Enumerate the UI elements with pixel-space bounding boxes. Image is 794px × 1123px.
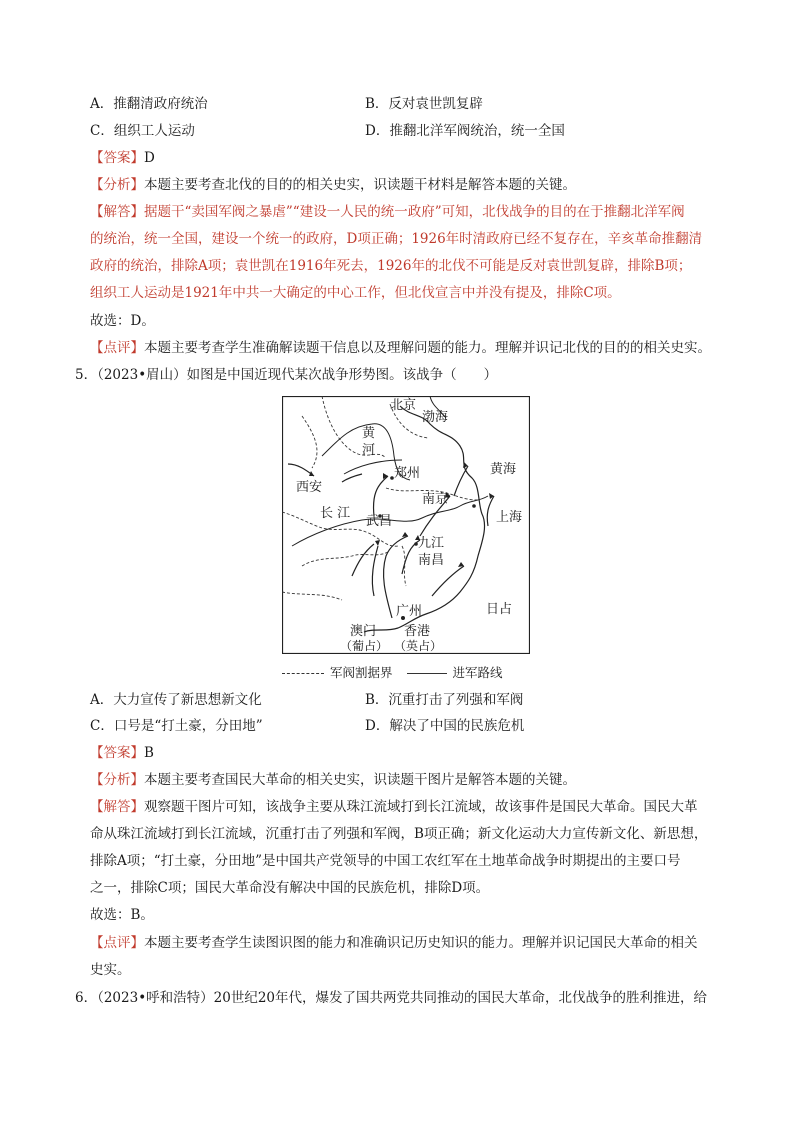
q5-solution-line-4: 之一，排除C项；国民大革命没有解决中国的民族危机，排除D项。 — [90, 880, 490, 896]
q5-conclusion: 故选：B。 — [90, 907, 154, 923]
q5-option-a: A．大力宣传了新思想新文化 — [90, 692, 262, 708]
q4-answer — [90, 150, 155, 166]
q5-solution-line-2: 命从珠江流域打到长江流域，沉重打击了列强和军阀，B项正确；新文化运动大力宣传新文化、新思想， — [90, 826, 708, 842]
map-label-huanghai: 黄海 — [490, 462, 517, 477]
map-label-guangzhou: 广州 — [396, 604, 423, 619]
map-label-xian: 西安 — [296, 480, 323, 495]
map-label-puzhan: （葡占） — [340, 639, 389, 653]
answer-value: B — [144, 745, 154, 761]
answer-tag: 【答案】 — [90, 745, 144, 761]
map-label-changjiang: 长 江 — [320, 506, 351, 521]
analysis-tag: 【分析】 — [90, 177, 144, 193]
map-label-xianggang: 香港 — [404, 624, 431, 639]
q5-option-c: C．口号是“打土豪，分田地” — [90, 718, 263, 734]
comment-text: 本题主要考查学生读图识图的能力和准确识记历史知识的能力。理解并识记国民大革命的相关 — [144, 935, 698, 951]
comment-tag: 【点评】 — [90, 340, 144, 356]
solution-tag: 【解答】 — [90, 204, 144, 220]
war-situation-map — [282, 396, 530, 654]
map-label-nanchang: 南昌 — [418, 553, 445, 568]
answer-tag: 【答案】 — [90, 150, 144, 166]
comment-tag: 【点评】 — [90, 935, 144, 951]
solution-tag: 【解答】 — [90, 799, 144, 815]
map-label-rizhan: 日占 — [486, 602, 513, 617]
q4-solution-line-2: 的统治，统一全国，建设一个统一的政府，D项正确；1926年时清政府已经不复存在，辛亥革命推翻清 — [90, 231, 703, 247]
map-label-huanghe-1: 黄 — [362, 426, 376, 441]
q4-solution-line-3: 政府的统治，排除A项；袁世凯在1916年死去，1926年的北伐不可能是反对袁世凯复辟，排除B项； — [90, 258, 692, 274]
q4-option-d: D．推翻北洋军阀统治，统一全国 — [365, 123, 565, 139]
map-label-aomen: 澳门 — [350, 624, 377, 639]
map-label-nanjing: 南京 — [422, 492, 449, 507]
q4-solution-line-1 — [90, 204, 685, 220]
boundary-legend-line — [282, 673, 324, 674]
q5-option-d: D．解决了中国的民族危机 — [365, 718, 525, 734]
analysis-tag: 【分析】 — [90, 772, 144, 788]
q4-option-c: C．组织工人运动 — [90, 123, 195, 139]
map-label-bohai: 渤海 — [422, 410, 449, 425]
q5-comment — [90, 935, 698, 951]
map-label-huanghe-2: 河 — [362, 443, 376, 458]
solution-text: 观察题干图片可知，该战争主要从珠江流域打到长江流域，故该事件是国民大革命。国民大革 — [144, 799, 698, 815]
analysis-text: 本题主要考查国民大革命的相关史实，识读题干图片是解答本题的关键。 — [144, 772, 576, 788]
q5-solution-line-3: 排除A项；“打土豪，分田地”是中国共产党领导的中国工农红军在土地革命战争时期提出的主要口号 — [90, 853, 681, 869]
map-label-zhengzhou: 郑州 — [394, 466, 421, 481]
q5-analysis — [90, 772, 576, 788]
map-label-jiujiang: 九江 — [418, 536, 445, 551]
q5-comment-line-2: 史实。 — [90, 962, 131, 978]
map-legend — [282, 663, 503, 681]
legend-boundary-label: 军阀割据界 — [330, 665, 393, 680]
map-label-beijing: 北京 — [390, 398, 417, 413]
q4-solution-line-4: 组织工人运动是1921年中共一大确定的中心工作，但北伐宣言中并没有提及，排除C项。 — [90, 285, 621, 301]
map-label-yingzhan: （英占） — [394, 639, 443, 653]
answer-value: D — [144, 150, 155, 166]
q4-option-a: A．推翻清政府统治 — [90, 96, 208, 112]
analysis-text: 本题主要考查北伐的目的的相关史实，识读题干材料是解答本题的关键。 — [144, 177, 576, 193]
map-label-wuchang: 武昌 — [366, 514, 393, 529]
q5-stem: 5．（2023•眉山）如图是中国近现代某次战争形势图。该战争（ ） — [75, 367, 498, 383]
q4-analysis — [90, 177, 576, 193]
map-label-shanghai: 上海 — [496, 510, 523, 525]
route-legend-line — [407, 673, 447, 674]
q4-option-b: B．反对袁世凯复辟 — [365, 96, 483, 112]
q4-comment — [90, 340, 711, 356]
q5-solution-line-1 — [90, 799, 698, 815]
q6-stem: 6．（2023•呼和浩特）20世纪20年代，爆发了国共两党共同推动的国民大革命，北伐战争的胜利推进，给 — [75, 990, 708, 1006]
q5-option-b: B．沉重打击了列强和军阀 — [365, 692, 524, 708]
legend-route-label: 进军路线 — [452, 665, 503, 680]
comment-text: 本题主要考查学生准确解读题干信息以及理解问题的能力。理解并识记北伐的目的的相关史实。 — [144, 340, 711, 356]
q4-conclusion: 故选：D。 — [90, 313, 155, 329]
q5-answer — [90, 745, 154, 761]
solution-text: 据题干“卖国军阀之暴虐”“建设一人民的统一政府”可知，北伐战争的目的在于推翻北洋军阀 — [144, 204, 685, 220]
